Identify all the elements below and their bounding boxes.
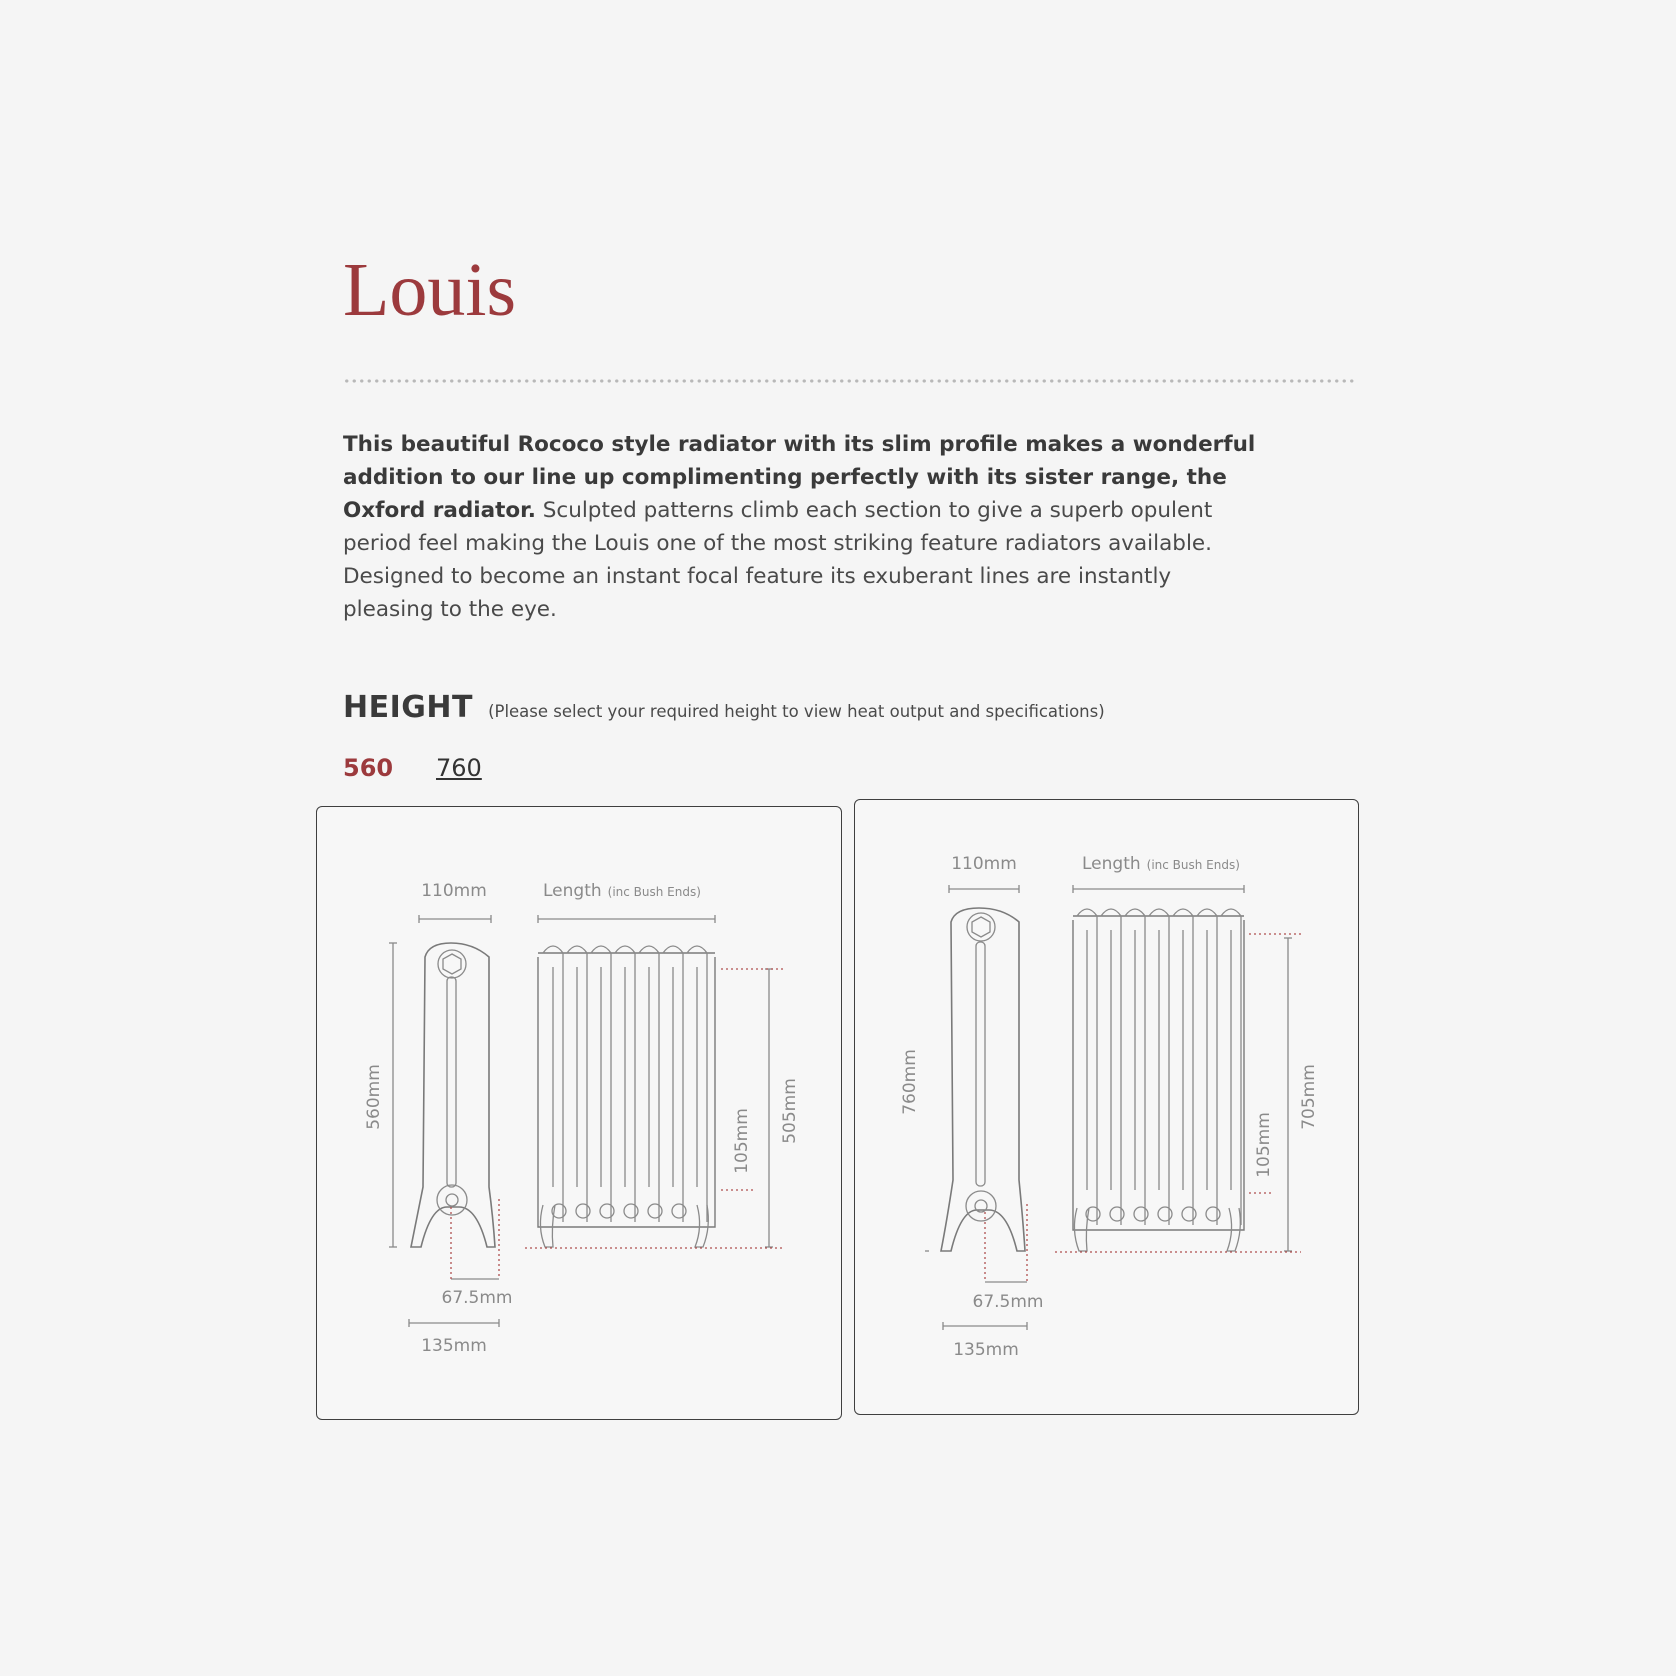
section-columns [1074, 909, 1241, 1251]
total-height-label: 760mm [900, 1049, 920, 1115]
dotted-divider [343, 378, 1356, 384]
centres-label: 505mm [780, 1078, 800, 1144]
height-selector-header [343, 690, 1105, 725]
centres-label: 705mm [1299, 1064, 1319, 1130]
height-option-760[interactable]: 760 [436, 754, 482, 782]
height-label: HEIGHT [343, 690, 473, 725]
total-height-label: 560mm [364, 1064, 384, 1130]
description-lead: This beautiful Rococo style radiator with its slim profile makes a wonderful addition to our line up complimenting perfectly with its sister range, the Oxford radiator. [343, 432, 1256, 523]
foot-width-label: 135mm [421, 1336, 487, 1356]
length-label: Length (inc Bush Ends) [1082, 854, 1240, 874]
description-rest: Sculpted patterns climb each section to give a superb opulent period feel making the Louis one of the most striking feature radiators available. Designed to become an instant focal feature its exuberant lines are instantly pleasing to the eye. [343, 498, 1213, 622]
product-title: Louis [343, 248, 517, 332]
radiator-diagram-560 [317, 807, 841, 1419]
section-columns [540, 946, 708, 1247]
height-hint: (Please select your required height to view heat output and specifications) [488, 702, 1105, 721]
leg-height-label: 105mm [732, 1108, 752, 1174]
foot-offset-label: 67.5mm [441, 1288, 513, 1308]
height-option-560[interactable]: 560 [343, 754, 394, 782]
depth-top-label: 110mm [951, 854, 1017, 874]
diagram-panel-560 [316, 806, 842, 1420]
leg-height-label: 105mm [1254, 1112, 1274, 1178]
length-label: Length (inc Bush Ends) [543, 881, 701, 901]
foot-offset-label: 67.5mm [972, 1292, 1044, 1312]
diagram-panel-760 [854, 799, 1359, 1415]
product-description [343, 428, 1263, 626]
foot-width-label: 135mm [953, 1340, 1019, 1360]
radiator-diagram-760 [855, 800, 1358, 1414]
depth-top-label: 110mm [421, 881, 487, 901]
